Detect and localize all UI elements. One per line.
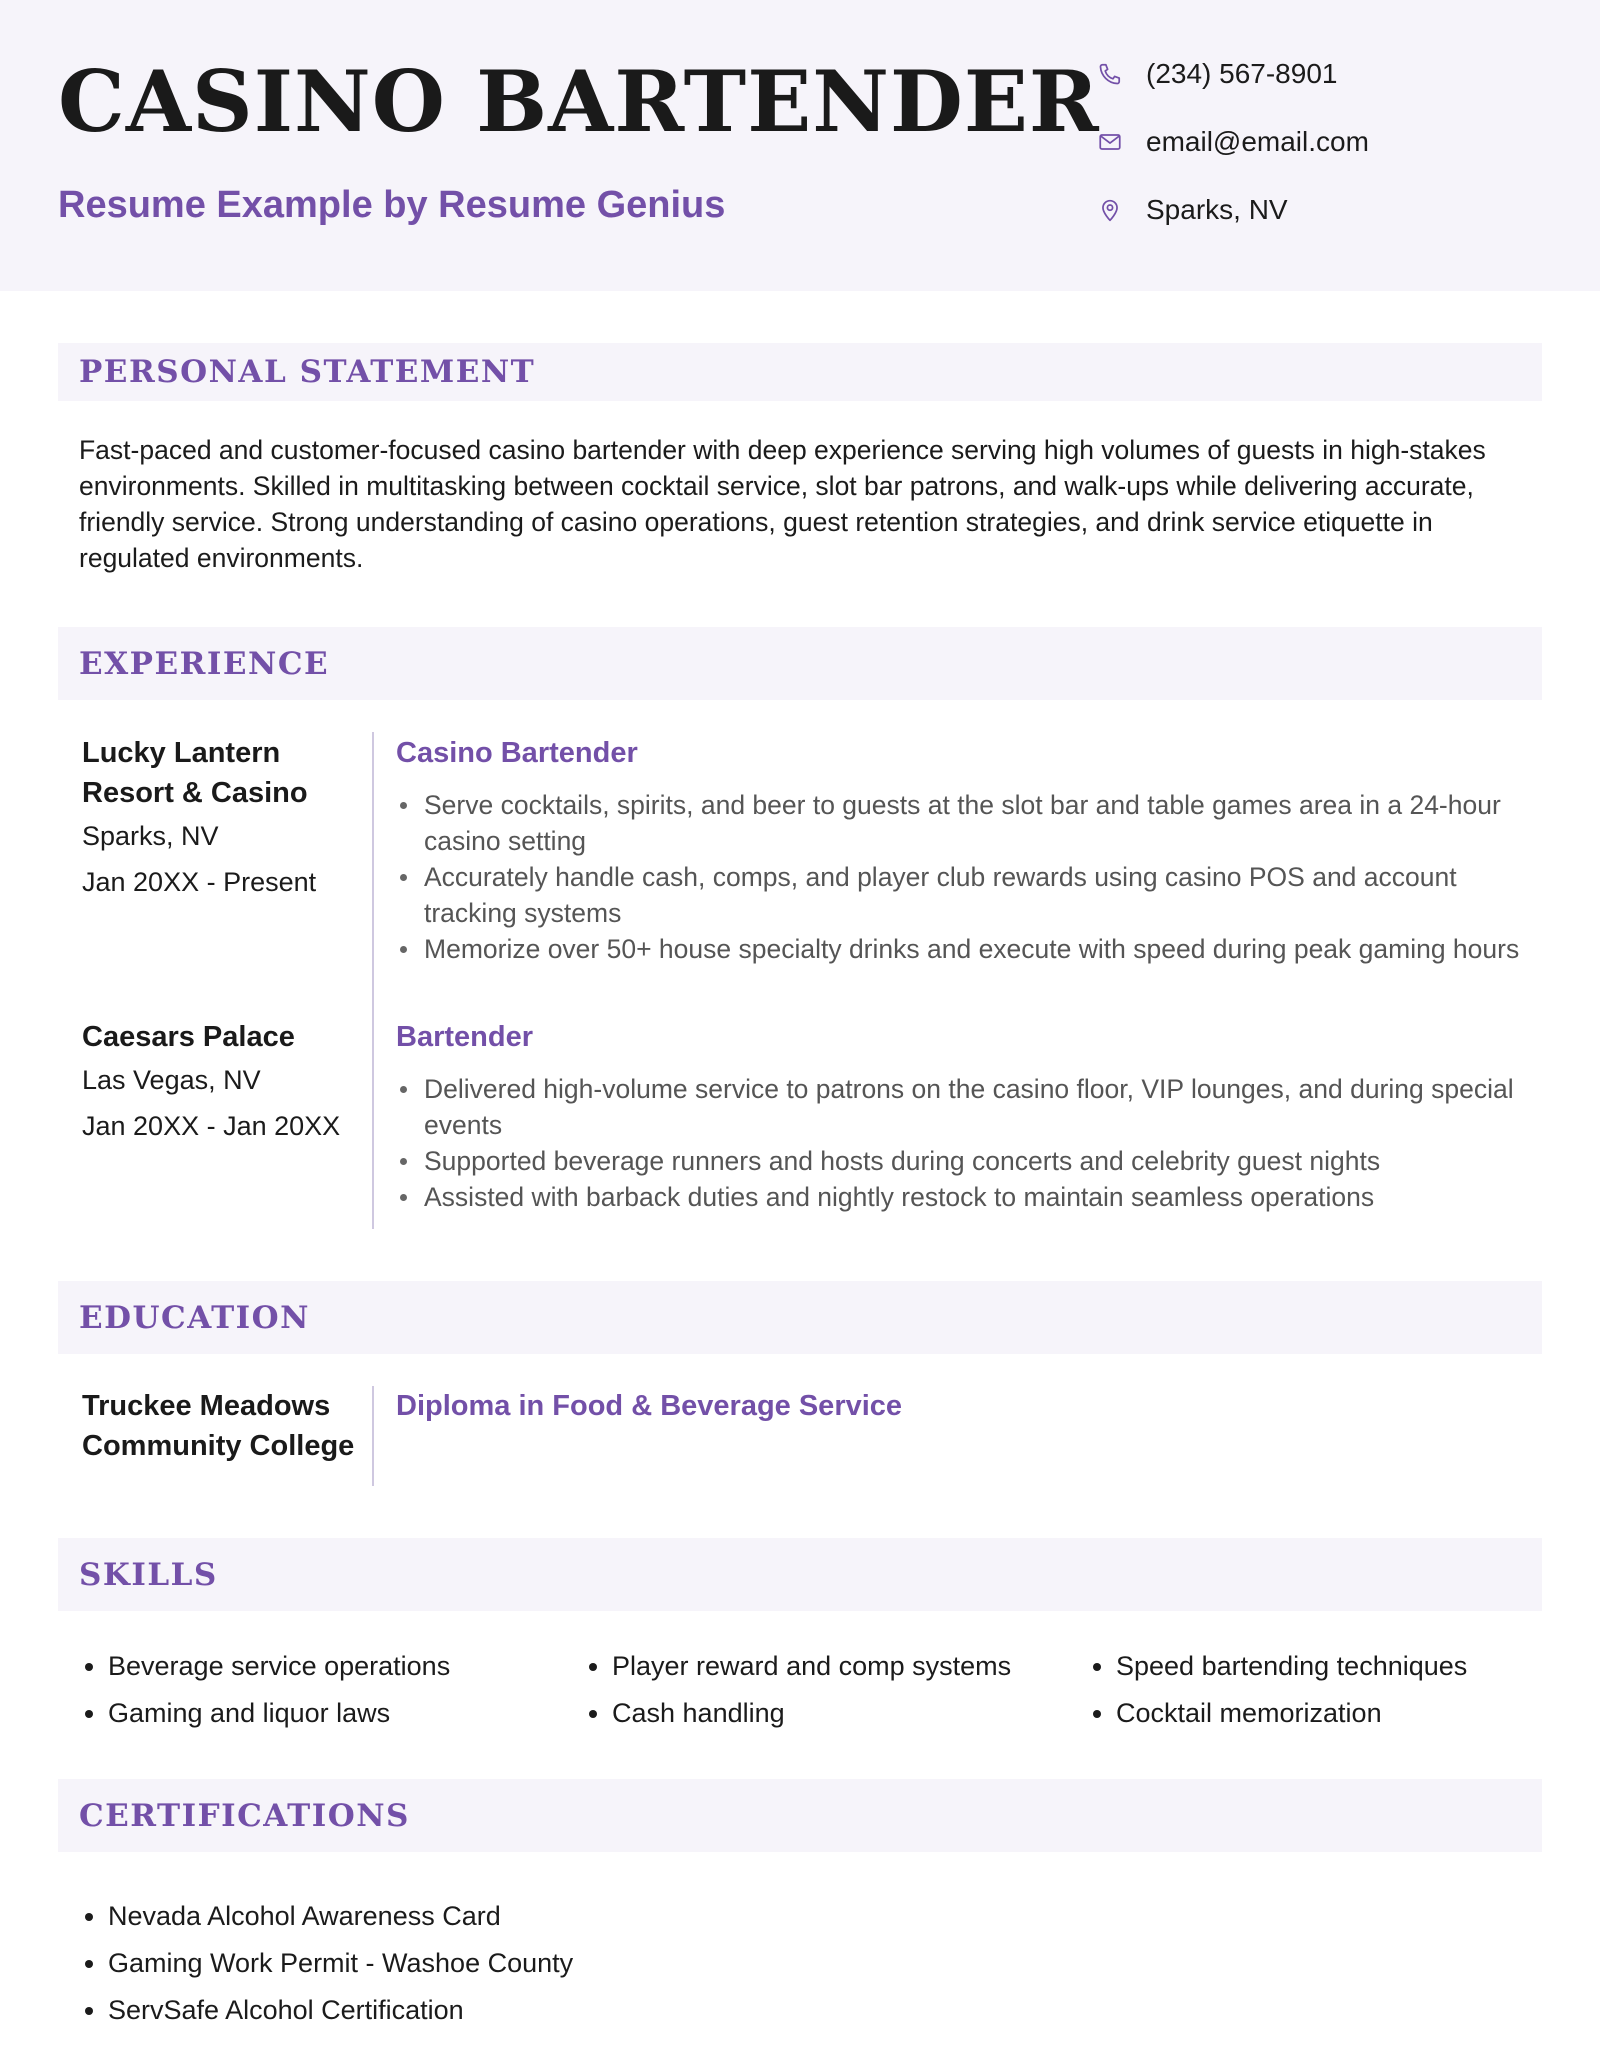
school-name: Truckee Meadows Community College	[82, 1390, 355, 1462]
phone-text: (234) 567-8901	[1146, 58, 1338, 89]
section-title: CERTIFICATIONS	[79, 1797, 410, 1834]
skills-list	[82, 1643, 1552, 1737]
resume-header	[0, 0, 1600, 291]
list-item: Serve cocktails, spirits, and beer to guests at the slot bar and table games area in a 24-hour casino setting	[396, 787, 1546, 859]
list-item: Gaming Work Permit - Washoe County	[82, 1940, 982, 1987]
list-item: Nevada Alcohol Awareness Card	[82, 1893, 982, 1940]
job-bullets	[396, 1071, 1546, 1215]
job-location: Las Vegas, NV	[82, 1065, 261, 1095]
job-bullets	[396, 787, 1546, 967]
section-title: PERSONAL STATEMENT	[79, 354, 536, 390]
contact-location	[1096, 176, 1556, 244]
job-title: Casino Bartender	[396, 737, 638, 769]
list-item: Cocktail memorization	[1090, 1690, 1552, 1737]
section-title: EDUCATION	[79, 1299, 310, 1336]
education-school	[82, 1386, 372, 1466]
envelope-icon	[1096, 128, 1124, 156]
resume-name: CASINO BARTENDER	[58, 52, 1100, 151]
email-text: email@email.com	[1146, 126, 1369, 157]
list-item: Player reward and comp systems	[586, 1643, 1090, 1690]
education-divider	[372, 1386, 374, 1486]
job-meta	[82, 733, 362, 905]
job-dates: Jan 20XX - Present	[82, 867, 317, 897]
company-name: Lucky Lantern Resort & Casino	[82, 737, 308, 809]
job-title: Bartender	[396, 1021, 533, 1053]
contact-block	[1096, 40, 1556, 244]
certifications-list	[82, 1893, 982, 2034]
section-experience	[58, 627, 1542, 700]
section-education	[58, 1281, 1542, 1354]
list-item: Supported beverage runners and hosts during concerts and celebrity guest nights	[396, 1143, 1546, 1179]
list-item: Cash handling	[586, 1690, 1090, 1737]
map-pin-icon	[1096, 196, 1124, 224]
section-personal-statement	[58, 343, 1542, 401]
list-item: ServSafe Alcohol Certification	[82, 1987, 982, 2034]
list-item: Accurately handle cash, comps, and player club rewards using casino POS and account tracking systems	[396, 859, 1546, 931]
education-details	[396, 1386, 1546, 1426]
degree-title: Diploma in Food & Beverage Service	[396, 1390, 903, 1422]
job-details	[396, 1017, 1546, 1215]
list-item: Assisted with barback duties and nightly restock to maintain seamless operations	[396, 1179, 1546, 1215]
phone-icon	[1096, 60, 1124, 88]
company-name: Caesars Palace	[82, 1021, 295, 1053]
list-item: Beverage service operations	[82, 1643, 586, 1690]
section-certifications	[58, 1779, 1542, 1852]
contact-email	[1096, 108, 1556, 176]
job-dates: Jan 20XX - Jan 20XX	[82, 1111, 341, 1141]
list-item: Speed bartending techniques	[1090, 1643, 1552, 1690]
list-item: Memorize over 50+ house specialty drinks and execute with speed during peak gaming hours	[396, 931, 1546, 967]
list-item: Delivered high-volume service to patrons on the casino floor, VIP lounges, and during special events	[396, 1071, 1546, 1143]
experience-divider	[372, 732, 374, 1229]
resume-subtitle: Resume Example by Resume Genius	[58, 184, 726, 226]
section-title: SKILLS	[79, 1556, 218, 1593]
job-location: Sparks, NV	[82, 821, 219, 851]
section-title: EXPERIENCE	[79, 645, 330, 682]
location-text: Sparks, NV	[1146, 194, 1288, 225]
job-meta	[82, 1017, 362, 1149]
personal-statement-text: Fast-paced and customer-focused casino bartender with deep experience serving high volumes of guests in high-stakes environments. Skilled in multitasking between cocktail service, slot bar patrons, and walk-ups while delivering accurate, friendly service. Strong understanding of casino operations, guest retention strategies, and drink service etiquette in regulated environments.	[79, 435, 1486, 573]
contact-phone	[1096, 40, 1556, 108]
list-item: Gaming and liquor laws	[82, 1690, 586, 1737]
section-skills	[58, 1538, 1542, 1611]
job-details	[396, 733, 1546, 967]
